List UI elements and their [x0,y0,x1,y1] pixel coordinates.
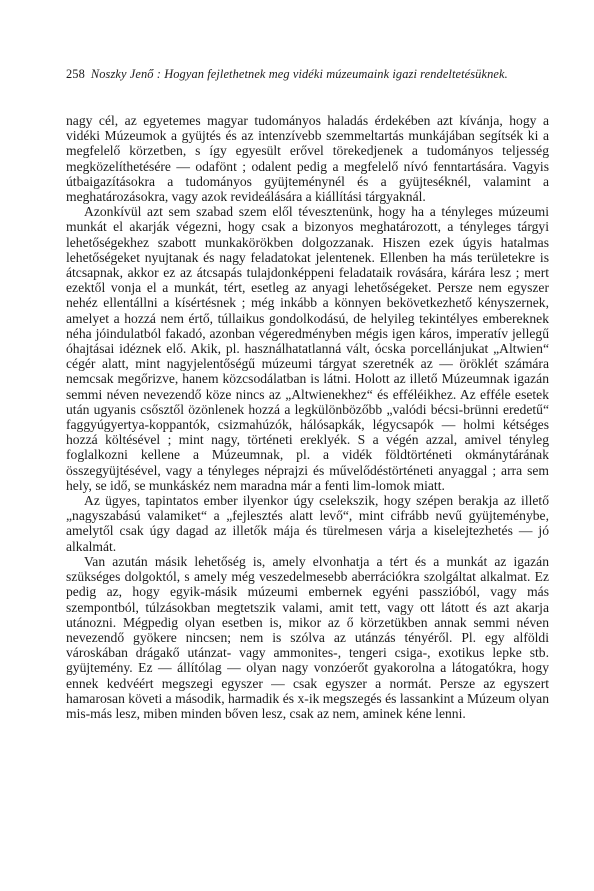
book-page [66,66,549,721]
running-title: Noszky Jenő : Hogyan fejlethetnek meg vidéki múzeumaink igazi rendeltetésüknek. [90,67,508,81]
paragraph: Az ügyes, tapintatos ember ilyenkor úgy cselekszik, hogy szépen berakja az illető „nagyszabású valamiket“ a „fejlesztés alatt levő“, mint cifrább nevű gyüjteménybe, amelytől csak úgy dagad az illetők mája és türelmesen várja a kiselejtezhetés — jó alkalmát. [66,493,549,554]
paragraph-continued: nagy cél, az egyetemes magyar tudományos haladás érdekében azt kívánja, hogy a vidéki Múzeumok a gyüjtés és az intenzívebb szemmeltartás munkájában segítsék ki a megfelelő körzetben, s így egyesült erővel törekedjenek a tudományos teljesség megközelíthetésére — odafönt ; odalent pedig a megfelelő nívó fenntartására. Vagyis útbaigazításokra a tudományos gyüjteménynél és a gyüjteséknél, valamint a meghatározásokra, vagy azok revideálására a kiállítási tárgyaknál. [66,113,549,205]
page-number: 258 [66,67,85,81]
paragraph: Van azután másik lehetőség is, amely elvonhatja a tért és a munkát az igazán szükséges dolgoktól, s amely még veszedelmesebb aberrációkra szolgáltat alkalmat. Ez pedig az, hogy egyik-másik múzeumi embernek egyéni passzióból, vagy más szempontból, túlzásokban megtetszik valami, amit tett, vagy ott látott és azt akarja utánozni. Mégpedig olyan esetben is, mikor az ő körzetükben annak semmi néven nevezendő gyökere nincsen; nem is szólva az utánzás tényéről. Pl. egy alföldi városkában drágakő utánzat- vagy ammonites-, tengeri csiga-, exotikus lepke stb. gyüjtemény. Ez — állítólag — olyan nagy vonzóerőt gyakorolna a látogatókra, hogy ennek kedvéért megszegi egyszer — csak egyszer a normát. Persze az egyszert hamarosan követi a második, harmadik és x-ik megszegés és lassankint a Múzeum olyan mis-más lesz, miben minden bőven lesz, csak az nem, aminek kéne lenni. [66,553,549,721]
running-head [66,66,549,82]
body-text [66,113,549,721]
paragraph: Azonkívül azt sem szabad szem elől tévesztenünk, hogy ha a tényleges múzeumi munkát el akarják végezni, hogy csak a bizonyos meghatározott, a tényleges tárgyi lehetőségekhez szabott munkakörökben dolgozzanak. Hiszen ezek úgyis hatalmas lehetőségeket nyujtanak és nagy feladatokat jelentenek. Ellenben ha más területekre is átcsapnak, akkor ez az átcsapás tulajdonképpeni feladataik rovására, kárára lesz ; mert ezektől vonja el a munkát, tért, esetleg az anyagi lehetőségeket. Persze nem egyszer nehéz ellentállni a kísértésnek ; még inkább a könnyen bekövetkezhető kényszernek, amelyet a hozzá nem értő, túllaikus gondolkodású, de helyileg tekintélyes embereknek néha jóindulatból fakadó, azonban végeredményben mégis igen káros, imperatív jellegű óhajtásai idéznek elő. Akik, pl. használhatatlanná vált, ócska porcellánjukat „Altwien“ cégér alatt, mint nagyjelentőségű múzeumi tárgyat szeretnék az — öröklét számára nemcsak megőrizve, hanem közcsodálatban is látni. Holott az illető Múzeumnak igazán semmi néven nevezendő köze nincs az „Altwienekhez“ és efféléikhez. Az efféle esetek után ugyanis csősztől özönlenek hozzá a legkülönbözőbb „valódi bécsi-brünni eredetű“ faggyúgyertya-koppantók, csizmahúzók, hálósapkák, légycsapók — holmi kétséges hozzá költésével ; mint nagy, történeti ereklyék. S a végén azzal, amivel tényleg foglalkozni kellene a Múzeumnak, pl. a vidék földtörténeti okmánytárának összegyüjtésével, vagy a tényleges néprajzi és művelődéstörténeti anyaggal ; arra sem hely, se idő, se munkáskéz nem maradna már a fenti lim-lomok miatt. [66,204,549,493]
